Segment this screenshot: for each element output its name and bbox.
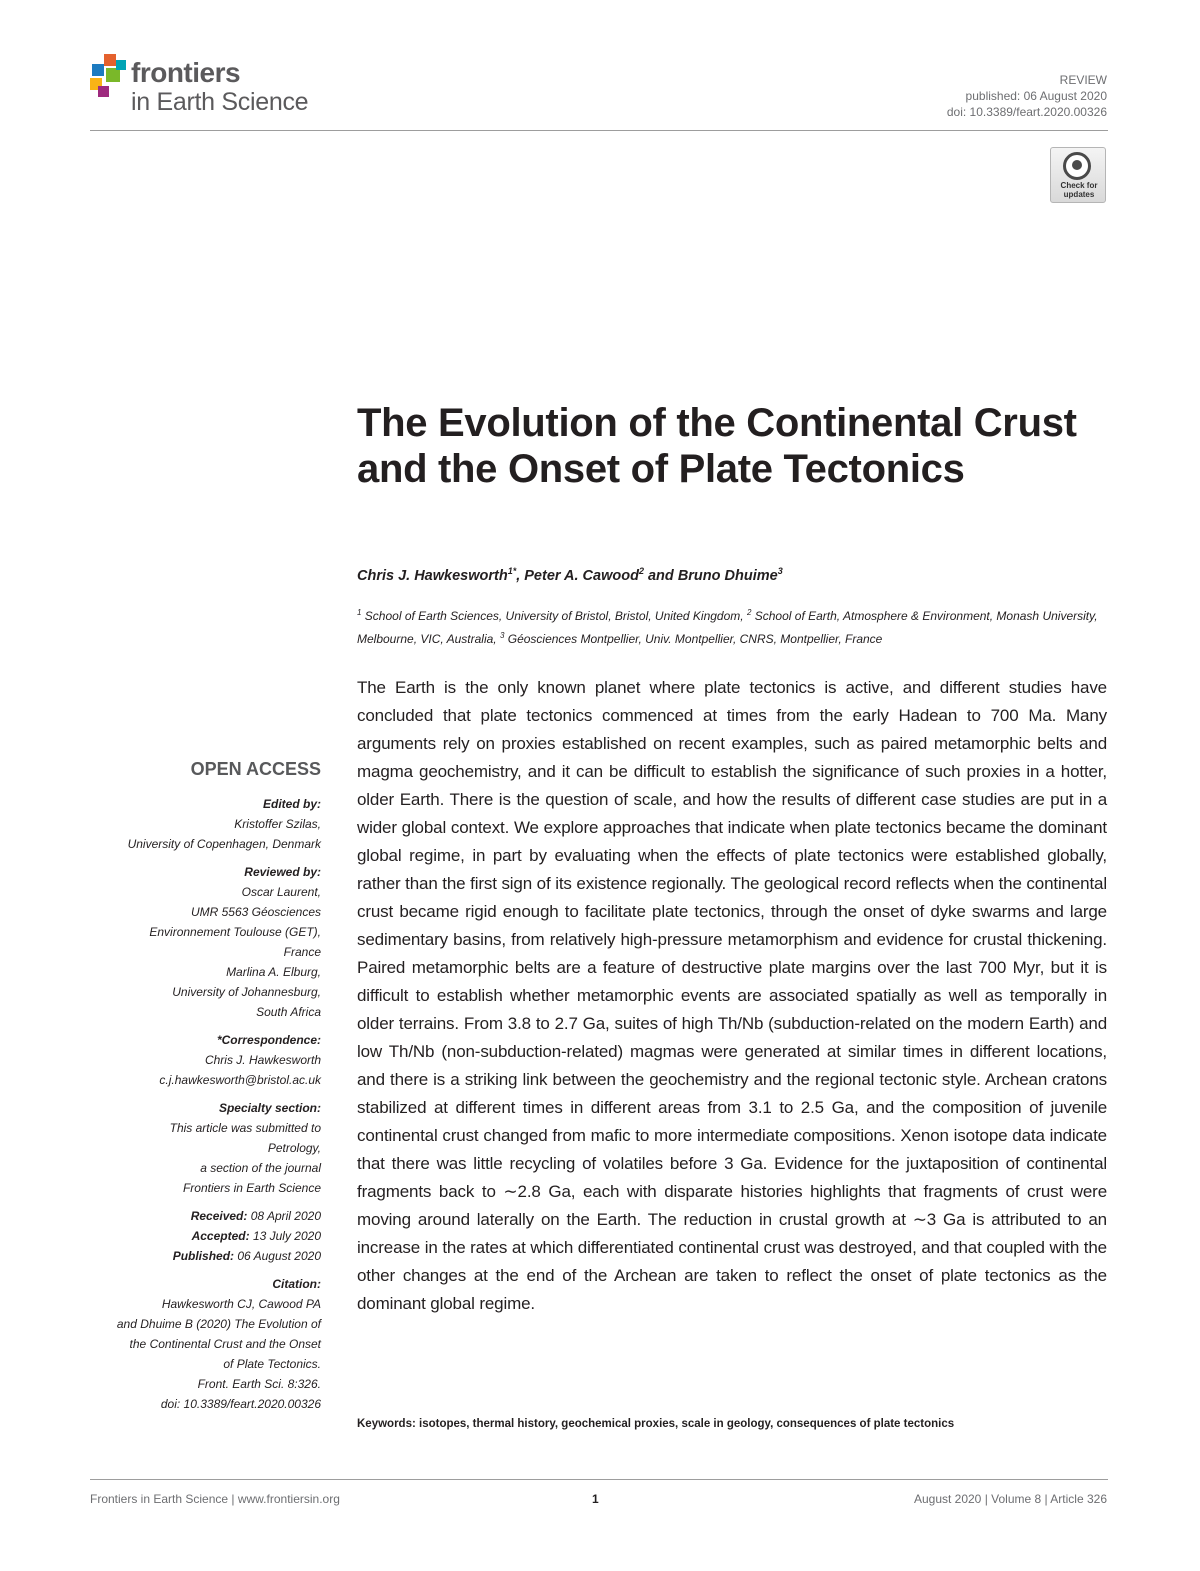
frontiers-logo-icon	[90, 54, 128, 98]
author-separator: ,	[516, 567, 525, 584]
keywords	[357, 1418, 1107, 1430]
reviewed-by-label: Reviewed by:	[244, 865, 321, 879]
abstract: The Earth is the only known planet where plate tectonics is active, and different studies have concluded that plate tectonics commenced at times from the early Hadean to 700 Ma. Many arguments rely on proxies established on recent examples, such as paired metamorphic belts and magma geochemistry, and it can be difficult to establish the significance of such proxies in a hotter, older Earth. There is the question of scale, and how the results of different case studies are put in a wider global context. We explore approaches that indicate when plate tectonics became the dominant global regime, in part by evaluating when the effects of plate tectonics were established globally, rather than the first sign of its existence regionally. The geological record reflects when the continental crust became rigid enough to facilitate plate tectonics, through the onset of dyke swarms and large sedimentary basins, from relatively high-pressure metamorphism and evidence for crustal thickening. Paired metamorphic belts are a feature of destructive plate margins over the last 700 Myr, but it is difficult to establish whether metamorphic events are associated spatially as well as temporally in older terrains. From 3.8 to 2.7 Ga, suites of high Th/Nb (subduction-related on the modern Earth) and low Th/Nb (non-subduction-related) magmas were generated at similar times in different locations, and there is a striking link between the geochemistry and the regional tectonic style. Archean cratons stabilized at different times in different areas from 3.1 to 2.5 Ga, and the composition of juvenile continental crust changed from mafic to more intermediate compositions. Xenon isotope data indicate that there was little recycling of volatiles before 3 Ga. Evidence for the juxtaposition of continental fragments back to ∼2.8 Ga, each with disparate histories highlights that fragments of crust were moving around laterally on the Earth. The reduction in crustal growth at ∼3 Ga is attributed to an increase in the rates at which differentiated continental crust was destroyed, and that coupled with the other changes at the end of the Archean are taken to reflect the onset of plate tectonics as the dominant global regime.	[357, 678, 1107, 1313]
published-date-sidebar	[90, 1246, 321, 1266]
check-updates-label: Check for updates	[1060, 181, 1098, 199]
received-label: Received:	[190, 1209, 248, 1223]
journal-name: in Earth Science	[131, 88, 309, 116]
correspondence-name: Chris J. Hawkesworth	[204, 1053, 321, 1067]
published-value: 06 August 2020	[234, 1249, 321, 1263]
editor-line: University of Copenhagen, Denmark	[127, 837, 321, 851]
article-type: REVIEW	[1059, 73, 1107, 87]
specialty-line: This article was submitted to	[169, 1121, 321, 1135]
correspondence-section	[90, 1030, 321, 1090]
citation-line: and Dhuime B (2020) The Evolution of	[116, 1317, 321, 1331]
specialty-section	[90, 1098, 321, 1198]
reviewed-by-section	[90, 862, 321, 1022]
brand-name: frontiers	[131, 57, 241, 88]
reviewer-line: Marlina A. Elburg,	[226, 965, 321, 979]
citation-section	[90, 1274, 321, 1414]
citation-line: the Continental Crust and the Onset	[129, 1337, 321, 1351]
affiliation-mark: 3	[499, 631, 505, 640]
reviewer-line: Environnement Toulouse (GET),	[149, 925, 321, 939]
article-meta	[947, 72, 1107, 120]
logo-square-orange	[104, 54, 116, 66]
dates-section	[90, 1206, 321, 1266]
reviewer-line: UMR 5563 Géosciences	[190, 905, 321, 919]
specialty-line: Frontiers in Earth Science	[182, 1181, 321, 1195]
check-updates-icon	[1063, 152, 1091, 180]
citation-line: Front. Earth Sci. 8:326.	[197, 1377, 321, 1391]
citation-label: Citation:	[272, 1277, 321, 1291]
open-access-label: OPEN ACCESS	[190, 759, 321, 779]
affiliation-text: Géosciences Montpellier, Univ. Montpellier, CNRS, Montpellier, France	[504, 632, 883, 646]
specialty-label: Specialty section:	[218, 1101, 321, 1115]
footer-issue-info: August 2020 | Volume 8 | Article 326	[913, 1492, 1107, 1506]
author-name[interactable]: Bruno Dhuime	[677, 567, 778, 584]
specialty-line: Petrology,	[267, 1141, 321, 1155]
logo-square-blue	[92, 64, 104, 76]
edited-by-label: Edited by:	[262, 797, 321, 811]
accepted-label: Accepted:	[191, 1229, 250, 1243]
accepted-value: 13 July 2020	[249, 1229, 321, 1243]
check-for-updates-badge[interactable]	[1050, 147, 1106, 203]
citation-line: of Plate Tectonics.	[223, 1357, 321, 1371]
footer-divider	[90, 1479, 1108, 1480]
logo-square-green	[106, 68, 120, 82]
affiliation-text: School of Earth Sciences, University of Bristol, Bristol, United Kingdom,	[361, 609, 747, 623]
reviewer-line: South Africa	[256, 1005, 321, 1019]
reviewer-line: France	[283, 945, 321, 959]
affiliations	[357, 603, 1107, 649]
author-affiliation-mark: 3	[777, 566, 783, 576]
received-date	[90, 1206, 321, 1226]
author-affiliation-mark: 1*	[507, 566, 517, 576]
specialty-line: a section of the journal	[200, 1161, 321, 1175]
author-separator: and	[643, 567, 678, 584]
citation-doi[interactable]: doi: 10.3389/feart.2020.00326	[160, 1397, 321, 1411]
accepted-date	[90, 1226, 321, 1246]
published-date: published: 06 August 2020	[965, 89, 1107, 103]
journal-logo	[90, 52, 340, 122]
article-info-sidebar	[90, 756, 321, 1422]
author-affiliation-mark: 2	[638, 566, 644, 576]
affiliation-mark: 1	[357, 608, 362, 617]
reviewer-line: University of Johannesburg,	[172, 985, 321, 999]
keywords-list: isotopes, thermal history, geochemical proxies, scale in geology, consequences of plate tectonics	[419, 1418, 955, 1430]
logo-square-teal	[116, 60, 126, 70]
article-title: The Evolution of the Continental Crust and the Onset of Plate Tectonics	[357, 401, 1077, 491]
received-value: 08 April 2020	[247, 1209, 321, 1223]
article-doi[interactable]: doi: 10.3389/feart.2020.00326	[946, 105, 1107, 119]
editor-line: Kristoffer Szilas,	[234, 817, 321, 831]
author-list	[357, 566, 783, 584]
logo-square-purple	[98, 86, 109, 97]
affiliation-text: School of Earth, Atmosphere & Environment, Monash University, Melbourne, VIC, Australia,	[357, 609, 1098, 646]
reviewer-line: Oscar Laurent,	[241, 885, 321, 899]
author-name[interactable]: Peter A. Cawood	[524, 567, 639, 584]
edited-by-section	[90, 794, 321, 854]
author-name[interactable]: Chris J. Hawkesworth	[357, 567, 508, 584]
correspondence-label: *Correspondence:	[216, 1033, 321, 1047]
affiliation-mark: 2	[746, 608, 752, 617]
published-label: Published:	[172, 1249, 235, 1263]
correspondence-email[interactable]: c.j.hawkesworth@bristol.ac.uk	[159, 1073, 321, 1087]
keywords-label: Keywords:	[357, 1418, 416, 1430]
header-divider	[90, 130, 1108, 131]
citation-line: Hawkesworth CJ, Cawood PA	[161, 1297, 321, 1311]
footer-journal[interactable]: Frontiers in Earth Science | www.frontiersin.org	[90, 1492, 340, 1506]
page-number: 1	[592, 1492, 599, 1506]
